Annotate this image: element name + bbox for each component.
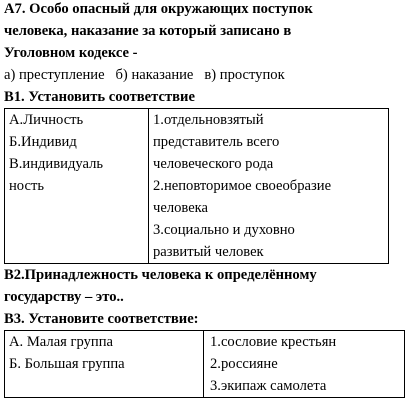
terms-cell xyxy=(5,109,149,264)
definition-line: 2.неповторимое своеобразие xyxy=(153,178,332,194)
groups-cell xyxy=(5,331,204,398)
question-b2 xyxy=(4,264,406,308)
matching-table-b3 xyxy=(4,330,405,398)
definition-line: 3.социально и духовно xyxy=(153,222,295,238)
question-b1 xyxy=(4,86,406,264)
definition-line: человеческого рода xyxy=(153,156,274,172)
question-b3 xyxy=(4,308,406,398)
question-a7-options: а) преступление б) наказание в) проступок xyxy=(4,67,285,83)
question-b3-heading: В3. Установите соответствие: xyxy=(4,311,199,327)
question-b2-line-2: государству – это.. xyxy=(4,289,124,305)
group-item: А. Малая группа xyxy=(9,334,114,350)
examples-cell xyxy=(204,331,405,398)
definitions-cell xyxy=(149,109,389,264)
definition-line: развитый человек xyxy=(153,244,264,260)
example-item: 3.экипаж самолета xyxy=(210,378,327,394)
definition-line: представитель всего xyxy=(153,134,280,150)
question-a7 xyxy=(4,0,406,86)
term-item: А.Личность xyxy=(9,112,84,128)
definition-line: человека xyxy=(153,200,209,216)
definition-line: 1.отдельновзятый xyxy=(153,112,264,128)
question-b1-heading: В1. Установить соответствие xyxy=(4,89,195,105)
question-a7-line-1: А7. Особо опасный для окружающих поступок xyxy=(4,1,313,17)
example-item: 2.россияне xyxy=(210,356,278,372)
worksheet xyxy=(4,0,406,398)
question-a7-line-2: человека, наказание за который записано в xyxy=(4,23,292,39)
example-item: 1.сословие крестьян xyxy=(210,334,337,350)
group-item: Б. Большая группа xyxy=(9,356,125,372)
question-a7-line-3: Уголовном кодексе - xyxy=(4,45,138,61)
question-b2-line-1: В2.Принадлежность человека к определённому xyxy=(4,267,317,283)
term-item: ность xyxy=(9,178,44,194)
term-item: Б.Индивид xyxy=(9,134,77,150)
matching-table-b1 xyxy=(4,108,389,264)
term-item: В.индивидуаль xyxy=(9,156,104,172)
